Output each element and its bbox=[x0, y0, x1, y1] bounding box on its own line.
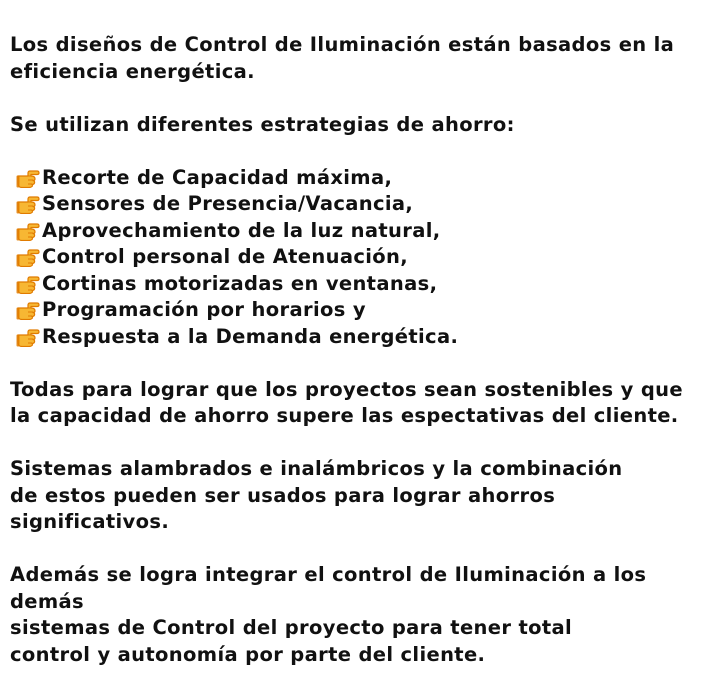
list-item bbox=[10, 218, 710, 245]
list-item-label: Control personal de Atenuación, bbox=[42, 245, 409, 268]
list-item bbox=[10, 297, 710, 324]
backhand-pointing-right-icon bbox=[16, 274, 40, 294]
backhand-pointing-right-icon bbox=[16, 327, 40, 347]
intro-paragraph: Los diseños de Control de Iluminación están basados en la eficiencia energética. bbox=[10, 33, 675, 83]
list-item bbox=[10, 324, 710, 351]
strategies-heading: Se utilizan diferentes estrategias de ahorro: bbox=[10, 112, 515, 136]
document-body bbox=[10, 32, 710, 695]
list-item-label: Recorte de Capacidad máxima, bbox=[42, 165, 393, 189]
backhand-pointing-right-icon bbox=[16, 221, 40, 241]
backhand-pointing-right-icon bbox=[16, 168, 40, 188]
strategies-list bbox=[10, 165, 710, 351]
list-item-label: Aprovechamiento de la luz natural, bbox=[42, 218, 441, 242]
list-item bbox=[10, 244, 710, 271]
sustainability-paragraph: Todas para lograr que los proyectos sean sostenibles y que la capacidad de ahorro supere las espectativas del cliente. bbox=[10, 377, 683, 427]
systems-paragraph: Sistemas alambrados e inalámbricos y la combinación de estos pueden ser usados para lograr ahorros significativos. bbox=[10, 457, 623, 533]
list-item bbox=[10, 165, 710, 192]
backhand-pointing-right-icon bbox=[16, 300, 40, 320]
backhand-pointing-right-icon bbox=[16, 247, 40, 267]
list-item-label: Respuesta a la Demanda energética. bbox=[42, 324, 459, 348]
backhand-pointing-right-icon bbox=[16, 194, 40, 214]
integration-paragraph: Además se logra integrar el control de Iluminación a los demás sistemas de Control del proyecto para tener total control y autonomía por parte del cliente. bbox=[10, 563, 647, 666]
list-item-label: Sensores de Presencia/Vacancia, bbox=[42, 192, 414, 215]
list-item bbox=[10, 271, 710, 298]
list-item bbox=[10, 191, 710, 218]
list-item-label: Programación por horarios y bbox=[42, 298, 366, 321]
list-item-label: Cortinas motorizadas en ventanas, bbox=[42, 271, 438, 295]
